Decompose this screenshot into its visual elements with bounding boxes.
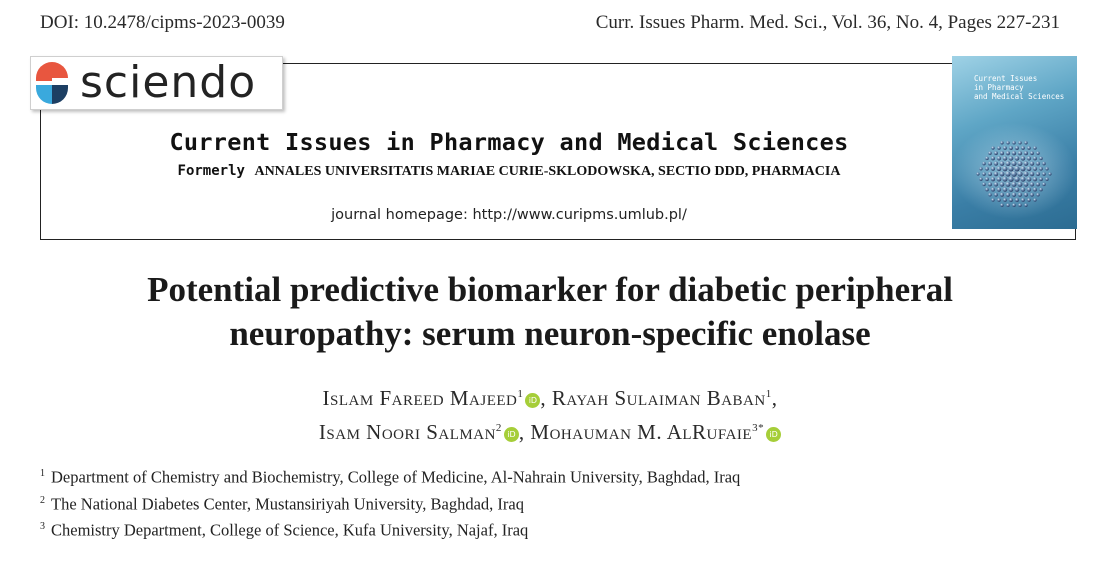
molecule-bead: [988, 193, 991, 196]
orcid-icon[interactable]: iD: [766, 427, 781, 442]
molecule-bead: [1012, 203, 1016, 207]
molecule-bead: [1011, 182, 1016, 187]
molecule-bead: [985, 188, 989, 192]
molecule-bead: [988, 162, 992, 166]
molecule-bead: [1020, 177, 1025, 182]
molecule-bead: [1048, 172, 1051, 175]
molecule-bead: [1011, 161, 1016, 166]
molecule-bead: [1014, 166, 1019, 171]
molecule-bead: [1039, 167, 1043, 171]
article-title-line-1: Potential predictive biomarker for diabetic peripheral: [147, 270, 953, 309]
molecule-bead: [1000, 182, 1005, 187]
molecule-bead: [1009, 198, 1013, 202]
molecule-bead: [1006, 193, 1010, 197]
molecule-bead: [1009, 156, 1014, 161]
molecule-bead: [1021, 146, 1025, 150]
molecule-bead: [1000, 161, 1005, 166]
molecule-bead: [1018, 203, 1021, 206]
molecule-bead: [1021, 198, 1025, 202]
molecule-bead: [1018, 161, 1023, 166]
molecule-bead: [1024, 204, 1027, 207]
molecule-bead: [994, 182, 998, 186]
molecule-bead: [994, 151, 998, 155]
molecule-bead: [1024, 141, 1027, 144]
author-name[interactable]: Islam Fareed Majeed: [322, 386, 518, 410]
doi-text: DOI: 10.2478/cipms-2023-0039: [40, 12, 285, 33]
molecule-bead: [1024, 161, 1029, 166]
orcid-icon[interactable]: iD: [525, 393, 540, 408]
molecule-bead: [1030, 151, 1034, 155]
molecule-bead: [1000, 204, 1003, 207]
molecule-bead: [1014, 177, 1019, 182]
molecule-bead: [985, 177, 989, 181]
molecule-bead: [991, 146, 994, 149]
molecule-bead: [1024, 151, 1028, 155]
molecule-bead: [1036, 193, 1039, 196]
molecule-bead: [1036, 182, 1040, 186]
molecule-bead: [982, 183, 985, 186]
molecule-bead: [982, 162, 985, 165]
author-name[interactable]: Isam Noori Salman: [318, 420, 496, 444]
molecule-bead: [1036, 172, 1040, 176]
molecule-bead: [1000, 193, 1004, 197]
author-name[interactable]: Rayah Sulaiman Baban: [551, 386, 766, 410]
journal-title: Current Issues in Pharmacy and Medical Sciences: [169, 128, 849, 156]
molecule-bead: [1033, 156, 1037, 160]
molecule-bead: [979, 178, 982, 181]
molecule-bead: [1024, 193, 1028, 197]
sciendo-logo[interactable]: [30, 56, 283, 110]
molecule-bead: [1011, 171, 1017, 177]
author-affil-ref: 1: [517, 388, 524, 400]
molecule-bead: [1027, 177, 1032, 182]
molecule-bead: [1002, 177, 1007, 182]
molecule-bead: [1036, 151, 1039, 154]
molecule-bead: [1015, 146, 1019, 150]
molecule-bead: [1021, 156, 1025, 160]
orcid-icon[interactable]: iD: [504, 427, 519, 442]
molecule-bead: [997, 187, 1001, 191]
affiliation-item: $^3$ Chemistry Department, College of Science, Kufa University, Najaf, Iraq: [40, 520, 529, 540]
author-line-1: Islam Fareed Majeed$^1$iD , Rayah Sulaiman Baban$^1$,: [322, 386, 778, 410]
author-list: [60, 379, 1040, 447]
author-affil-ref: 3*: [752, 422, 765, 434]
molecule-bead: [997, 166, 1002, 171]
molecule-bead: [1015, 187, 1020, 192]
molecule-bead: [1033, 188, 1037, 192]
sciendo-wordmark: sciendo: [80, 57, 257, 108]
molecule-bead: [985, 157, 989, 161]
molecule-bead: [1036, 162, 1040, 166]
molecule-bead: [997, 198, 1001, 202]
molecule-bead: [997, 177, 1002, 182]
molecule-bead: [985, 167, 989, 171]
molecule-bead: [1045, 178, 1048, 181]
author-name[interactable]: Mohauman M. AlRufaie: [530, 420, 753, 444]
formerly-name: ANNALES UNIVERSITATIS MARIAE CURIE-SKLODOWSKA, SECTIO DDD, PHARMACIA: [254, 164, 841, 179]
affiliation-item: $^2$ The National Diabetes Center, Mustansiriyah University, Baghdad, Iraq: [40, 494, 524, 513]
molecule-bead: [1018, 193, 1022, 197]
molecule-bead: [1003, 198, 1007, 202]
molecule-bead: [1045, 167, 1048, 170]
molecule-bead: [997, 146, 1001, 150]
molecule-bead: [1006, 151, 1010, 155]
molecule-bead: [991, 177, 995, 181]
cover-title: Current Issues in Pharmacy and Medical Sciences: [974, 74, 1065, 101]
molecule-bead: [1020, 166, 1025, 171]
molecule-bead: [1018, 141, 1021, 144]
molecule-bead: [1012, 141, 1016, 145]
citation-text: Curr. Issues Pharm. Med. Sci., Vol. 36, No. 4, Pages 227-231: [595, 12, 1060, 33]
molecule-bead: [1006, 182, 1011, 187]
molecule-bead: [1021, 187, 1025, 191]
molecule-bead: [1027, 198, 1031, 202]
molecule-bead: [1039, 177, 1043, 181]
molecule-bead: [1017, 171, 1022, 176]
molecule-bead: [1027, 146, 1031, 150]
molecule-bead: [982, 172, 986, 176]
molecule-bead: [991, 167, 995, 171]
journal-homepage-link[interactable]: journal homepage: http://www.curipms.umlub.pl/: [331, 207, 687, 223]
molecule-bead: [991, 198, 994, 201]
molecule-bead: [988, 182, 992, 186]
molecule-bead: [1009, 187, 1014, 192]
molecule-bead: [1003, 187, 1007, 191]
author-affil-ref: 1: [765, 388, 772, 400]
molecule-bead: [1039, 188, 1043, 192]
affiliation-item: $^1$ Department of Chemistry and Biochemistry, College of Medicine, Al-Nahrain University, Baghdad, Iraq: [40, 467, 741, 487]
molecule-bead: [1042, 162, 1045, 165]
molecule-bead: [997, 156, 1001, 160]
molecule-bead: [1002, 166, 1007, 171]
molecule-bead: [994, 193, 998, 197]
molecule-bead: [1000, 172, 1005, 177]
molecule-bead: [1009, 146, 1013, 150]
molecule-bead: [991, 156, 995, 160]
molecule-bead: [1024, 172, 1029, 177]
molecule-bead: [1030, 182, 1034, 186]
molecule-bead: [1006, 141, 1009, 144]
molecule-bead: [1005, 171, 1010, 176]
molecule-bead: [1024, 182, 1029, 187]
molecule-bead: [1027, 187, 1031, 191]
molecule-bead: [988, 151, 991, 154]
article-title-line-2: neuropathy: serum neuron-specific enolase: [229, 314, 871, 353]
affiliation-list: [40, 462, 1040, 542]
molecule-bead: [1008, 166, 1013, 171]
molecule-bead: [1018, 151, 1022, 155]
molecule-bead: [1000, 151, 1004, 155]
molecule-bead: [991, 188, 995, 192]
molecule-bead: [1042, 183, 1045, 186]
molecule-bead: [1003, 146, 1007, 150]
article-title: [60, 268, 1040, 356]
molecule-bead: [1003, 156, 1007, 160]
molecule-bead: [1012, 151, 1016, 155]
molecule-bead: [979, 167, 982, 170]
molecule-bead: [1015, 156, 1020, 161]
molecule-bead: [1033, 167, 1037, 171]
journal-formerly-line: [70, 163, 948, 180]
molecule-bead: [1006, 161, 1011, 166]
molecule-bead: [1039, 157, 1043, 161]
molecule-bead: [1018, 182, 1023, 187]
molecule-bead: [1015, 198, 1019, 202]
molecule-bead: [1000, 141, 1003, 144]
molecule-bead: [1030, 172, 1034, 176]
author-affil-ref: 2: [495, 422, 502, 434]
molecule-bead: [994, 172, 998, 176]
sciendo-s-icon: [34, 60, 70, 106]
molecule-bead: [994, 161, 998, 165]
molecule-bead: [1027, 156, 1031, 160]
molecule-bead: [1006, 203, 1009, 206]
molecule-bead: [1030, 161, 1034, 165]
molecule-bead: [1033, 198, 1036, 201]
molecule-bead: [988, 172, 992, 176]
molecule-bead: [1008, 177, 1013, 182]
molecule-bead: [976, 172, 979, 175]
molecule-bead: [1027, 166, 1032, 171]
formerly-label: Formerly: [177, 163, 245, 179]
molecule-bead: [1012, 193, 1016, 197]
author-line-2: Isam Noori Salman$^2$iD , Mohauman M. AlRufaie$^{3*}$iD: [60, 413, 1040, 447]
journal-cover-image: [952, 56, 1077, 229]
molecule-bead: [1033, 177, 1037, 181]
molecule-bead: [1033, 146, 1036, 149]
molecule-bead: [1042, 172, 1046, 176]
molecule-bead: [1030, 193, 1034, 197]
